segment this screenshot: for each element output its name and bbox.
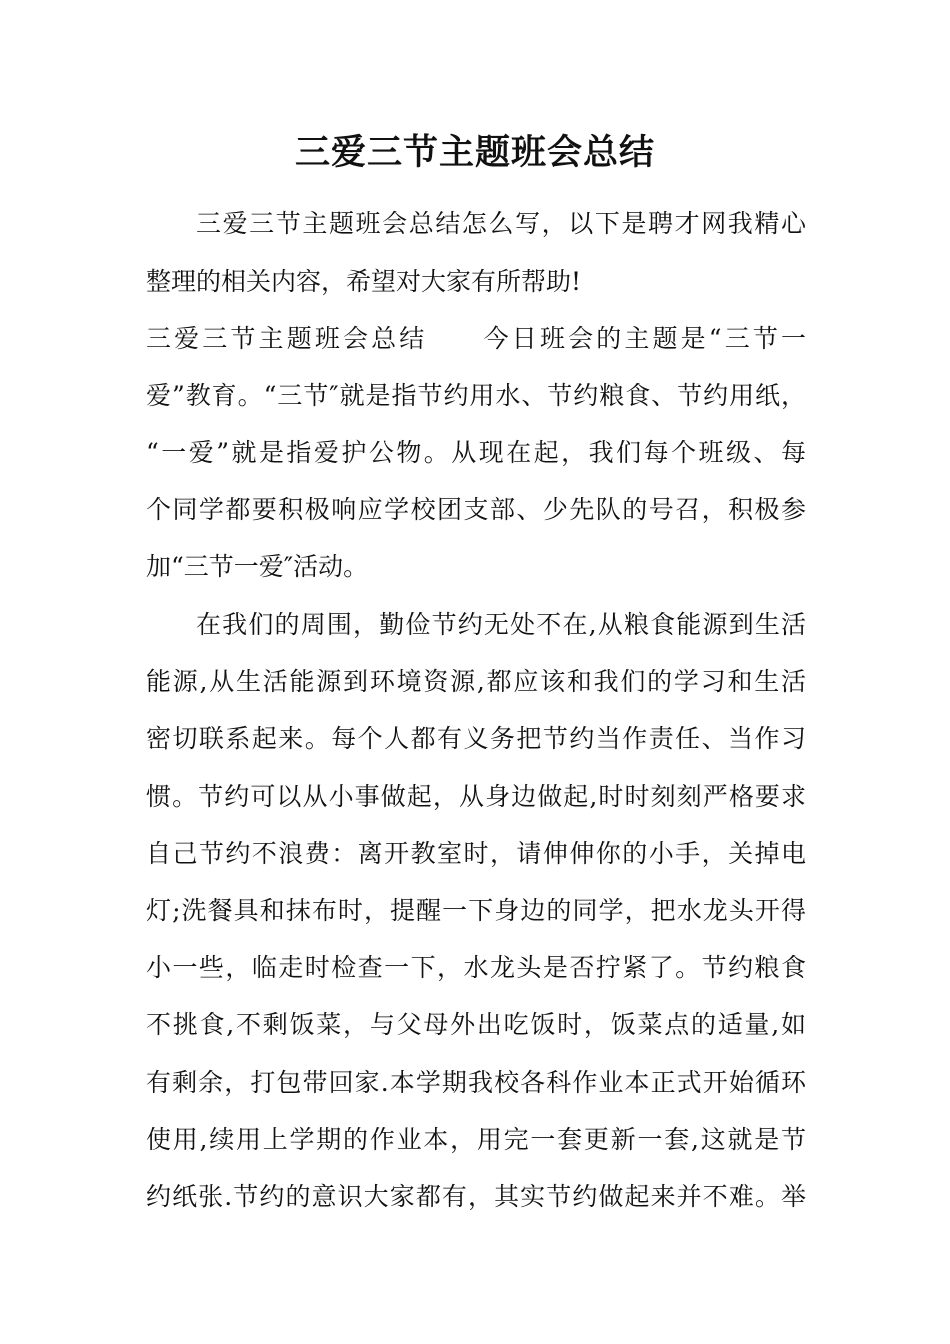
paragraph-line: 灯;洗餐具和抹布时，提醒一下身边的同学，把水龙头开得 <box>146 896 806 925</box>
paragraph-line: 加“三节一爱″活动。 <box>146 552 369 581</box>
document-title: 三爱三节主题班会总结 <box>294 132 655 173</box>
paragraph-line: “一爱”就是指爱护公物。从现在起，我们每个班级、每 <box>146 438 806 467</box>
paragraph-line: 三爱三节主题班会总结怎么写，以下是聘才网我精心 <box>196 209 806 238</box>
paragraph-line: 能源,从生活能源到环境资源,都应该和我们的学习和生活 <box>146 667 806 696</box>
paragraph-line: 在我们的周围，勤俭节约无处不在,从粮食能源到生活 <box>196 610 806 639</box>
paragraph-line: 个同学都要积极响应学校团支部、少先队的号召，积极参 <box>146 495 806 524</box>
paragraph-line: 自己节约不浪费：离开教室时，请伸伸你的小手，关掉电 <box>146 839 806 868</box>
paragraph-line: 爱”教育。“三节″就是指节约用水、节约粮食、节约用纸， <box>146 381 806 410</box>
paragraph-line: 惯。节约可以从小事做起，从身边做起,时时刻刻严格要求 <box>146 782 806 811</box>
paragraph-line: 三爱三节主题班会总结 今日班会的主题是“三节一 <box>146 324 806 353</box>
paragraph-line: 密切联系起来。每个人都有义务把节约当作责任、当作习 <box>146 724 806 753</box>
paragraph-line: 使用,续用上学期的作业本，用完一套更新一套,这就是节 <box>146 1125 806 1154</box>
paragraph-line: 有剩余，打包带回家.本学期我校各科作业本正式开始循环 <box>146 1068 806 1097</box>
paragraph-line: 约纸张.节约的意识大家都有，其实节约做起来并不难。举 <box>146 1182 806 1211</box>
paragraph-line: 整理的相关内容，希望对大家有所帮助! <box>146 267 582 296</box>
paragraph-line: 小一些，临走时检查一下，水龙头是否拧紧了。节约粮食 <box>146 953 806 982</box>
paragraph-line: 不挑食,不剩饭菜，与父母外出吃饭时，饭菜点的适量,如 <box>146 1010 806 1039</box>
